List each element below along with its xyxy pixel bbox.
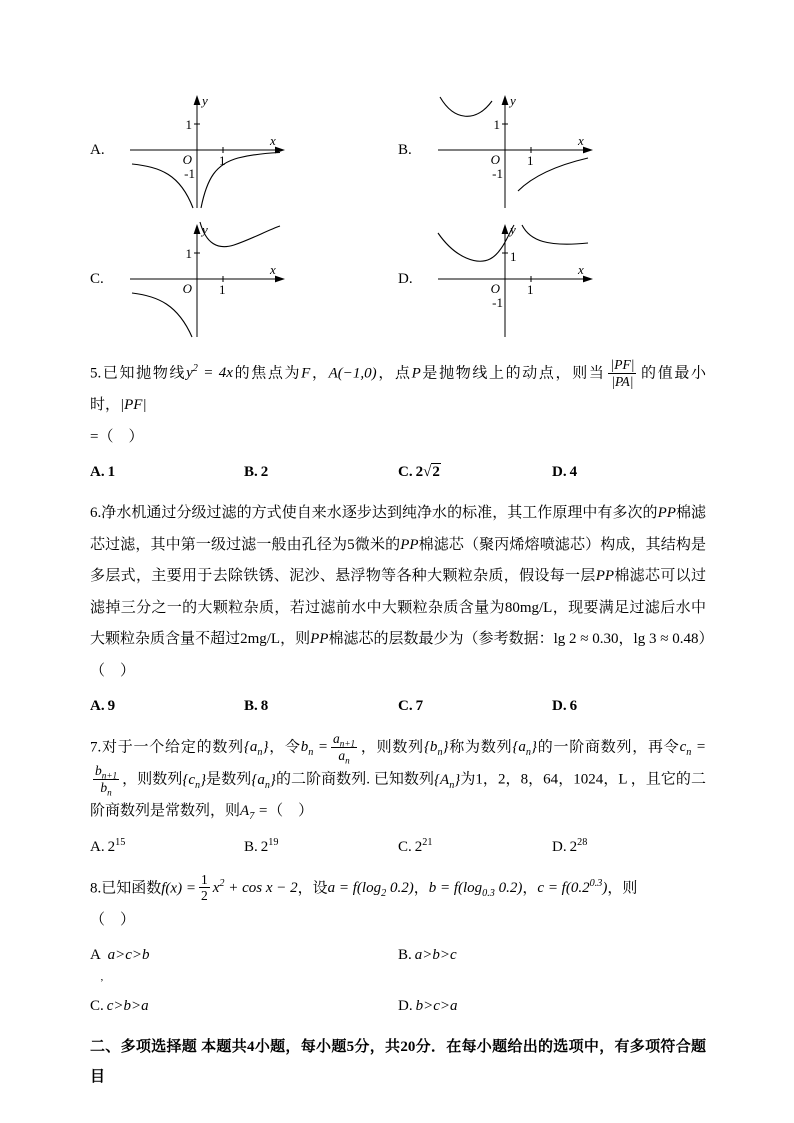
option-b: B. a>b>c <box>398 947 457 964</box>
option-d: D. 6 <box>552 698 578 715</box>
page-content <box>90 88 706 1092</box>
question-6-text: 6.净水机通过分级过滤的方式使自来水逐步达到纯净水的标准，其工作原理中有多次的PP棉滤芯过滤，其中第一级过滤一般由孔径为5微米的PP棉滤芯（聚丙烯熔喷滤芯）构成，其结构是多层式，主要用于去除铁锈、泥沙、悬浮物等各种大颗粒杂质，假设每一层PP棉滤芯可以过滤掉三分之一的大颗粒杂质，若过滤前水中大颗粒杂质含量为80mg/L，现要满足过滤后水中大颗粒杂质含量不超过2mg/L，则PP棉滤芯的层数最少为（参考数据：lg 2 ≈ 0.30，lg 3 ≈ 0.48）（ ） <box>90 505 706 679</box>
tick-1-y: 1 <box>185 246 192 261</box>
y-axis-arrow <box>194 224 201 234</box>
curve-right-branch <box>201 153 280 209</box>
tick-1-x: 1 <box>527 153 534 168</box>
graph-b-plot <box>430 88 600 213</box>
graph-option-c <box>90 217 398 342</box>
graph-c-label: C. <box>90 271 104 287</box>
question-7 <box>90 732 706 859</box>
axis-label-x: x <box>270 262 276 277</box>
origin-label: O <box>182 281 192 296</box>
question-5-options <box>90 460 706 484</box>
origin-label: O <box>490 152 500 167</box>
question-8 <box>90 873 706 1019</box>
option-c: C. $2^{21}$ <box>398 836 433 855</box>
question-8-text: 8.已知函数f(x) = $\frac{1}{2}$ $x^2 + \cos x - 2$，设$a = f(\log_2$ 0.2)，$b = f(\log_{0.3}$ 0.2)，$c = f(0.2^{0.3})$，则 <box>90 871 638 904</box>
question-8-blank: （ ） <box>90 911 136 928</box>
tick-1-y: 1 <box>510 249 517 264</box>
tick-1-x: 1 <box>219 282 226 297</box>
fraction-pf-over-pa: $\frac{|PF|}{|PA|}$ <box>610 357 635 389</box>
question-5-text: 5.已知抛物线$y^2 = 4x$的焦点为F，A(−1,0)，点P是抛物线上的动点，则当 $\frac{|PF|}{|PA|}$ 的值最小时，|PF| <box>90 357 706 414</box>
option-d: D. 4 <box>552 464 578 481</box>
option-a: A. 1 <box>90 464 116 481</box>
stray-mark: ’ <box>100 977 104 990</box>
graph-d-label: D. <box>398 271 413 287</box>
graph-row-1 <box>90 88 706 213</box>
question-6 <box>90 498 706 718</box>
curve-valley <box>438 225 514 261</box>
option-a: A a>c>b <box>90 947 150 964</box>
graph-a-plot <box>122 88 292 213</box>
graph-option-b <box>398 88 706 213</box>
tick-neg1-y: -1 <box>492 295 503 310</box>
option-c: C. 7 <box>398 698 424 715</box>
graph-d-plot <box>430 217 600 342</box>
option-d: D. $2^{28}$ <box>552 836 588 855</box>
question-7-text: 7.对于一个给定的数列$\{a_n\}$，令$b_n$ = $\frac{a_{n+1}}{a_n}$ ，则数列$\{b_n\}$称为数列$\{a_n\}$的一阶商数列，再令$c_n$ = $\frac{b_{n+1}}{b_n}$ ，则数列$\{c_n\}$是数列$\{a_n\}$的二阶商数列. 已知数列$\{A_n\}$为1，2，8，64，1024，L ，且它的二阶商数列是常数列，则$A_7$ =（ ） <box>90 731 706 823</box>
question-6-options <box>90 694 706 718</box>
graph-option-d <box>398 217 706 342</box>
answer-graphs <box>90 88 706 342</box>
curve-lower-left <box>132 293 192 337</box>
graph-c-plot <box>122 217 292 342</box>
fraction-bn1-over-bn: $\frac{b_{n+1}}{b_n}$ <box>95 763 118 798</box>
graph-row-2 <box>90 217 706 342</box>
x-axis-arrow <box>583 276 593 283</box>
axis-label-y: y <box>202 222 208 237</box>
x-axis-arrow <box>275 276 285 283</box>
option-c: C. 2√2 <box>398 464 440 481</box>
tick-1-x: 1 <box>527 282 534 297</box>
section-2-header: 二、多项选择题 本题共4小题，每小题5分，共20分．在每小题给出的选项中，有多项符合题目 <box>90 1039 706 1086</box>
x-axis-arrow <box>583 147 593 154</box>
curve-upper-right <box>522 225 588 244</box>
axis-label-y: y <box>510 93 516 108</box>
tick-neg1-y: -1 <box>492 166 503 181</box>
fraction-one-half: $\frac{1}{2}$ <box>200 871 208 904</box>
axis-label-y: y <box>202 93 208 108</box>
axis-label-x: x <box>578 262 584 277</box>
y-axis-arrow <box>502 224 509 234</box>
question-5 <box>90 358 706 484</box>
question-7-options <box>90 835 706 859</box>
curve-upper-right <box>200 222 280 247</box>
origin-label: O <box>182 152 192 167</box>
graph-b-label: B. <box>398 142 412 158</box>
option-d: D. b>c>a <box>398 998 458 1015</box>
y-axis-arrow <box>194 95 201 105</box>
y-axis-arrow <box>502 95 509 105</box>
axis-label-y: y <box>510 222 516 237</box>
graph-a-label: A. <box>90 142 105 158</box>
question-8-options-row-1 <box>90 943 706 967</box>
option-b: B. 2 <box>244 464 269 481</box>
question-5-blank: =（ ） <box>90 428 144 445</box>
fraction-an1-over-an: $\frac{a_{n+1}}{a_n}$ <box>333 731 356 766</box>
origin-label: O <box>490 281 500 296</box>
tick-1-y: 1 <box>185 117 192 132</box>
axis-label-x: x <box>578 133 584 148</box>
tick-1-y: 1 <box>493 117 500 132</box>
curve-upper-left <box>440 97 492 116</box>
tick-neg1-y: -1 <box>184 166 195 181</box>
axis-label-x: x <box>270 133 276 148</box>
option-b: B. $2^{19}$ <box>244 836 279 855</box>
option-a: A. $2^{15}$ <box>90 836 126 855</box>
tick-1-x: 1 <box>219 153 226 168</box>
graph-option-a <box>90 88 398 213</box>
option-a: A. 9 <box>90 698 116 715</box>
option-c: C. c>b>a <box>90 998 149 1015</box>
question-8-options-row-2 <box>90 994 706 1018</box>
option-b: B. 8 <box>244 698 269 715</box>
